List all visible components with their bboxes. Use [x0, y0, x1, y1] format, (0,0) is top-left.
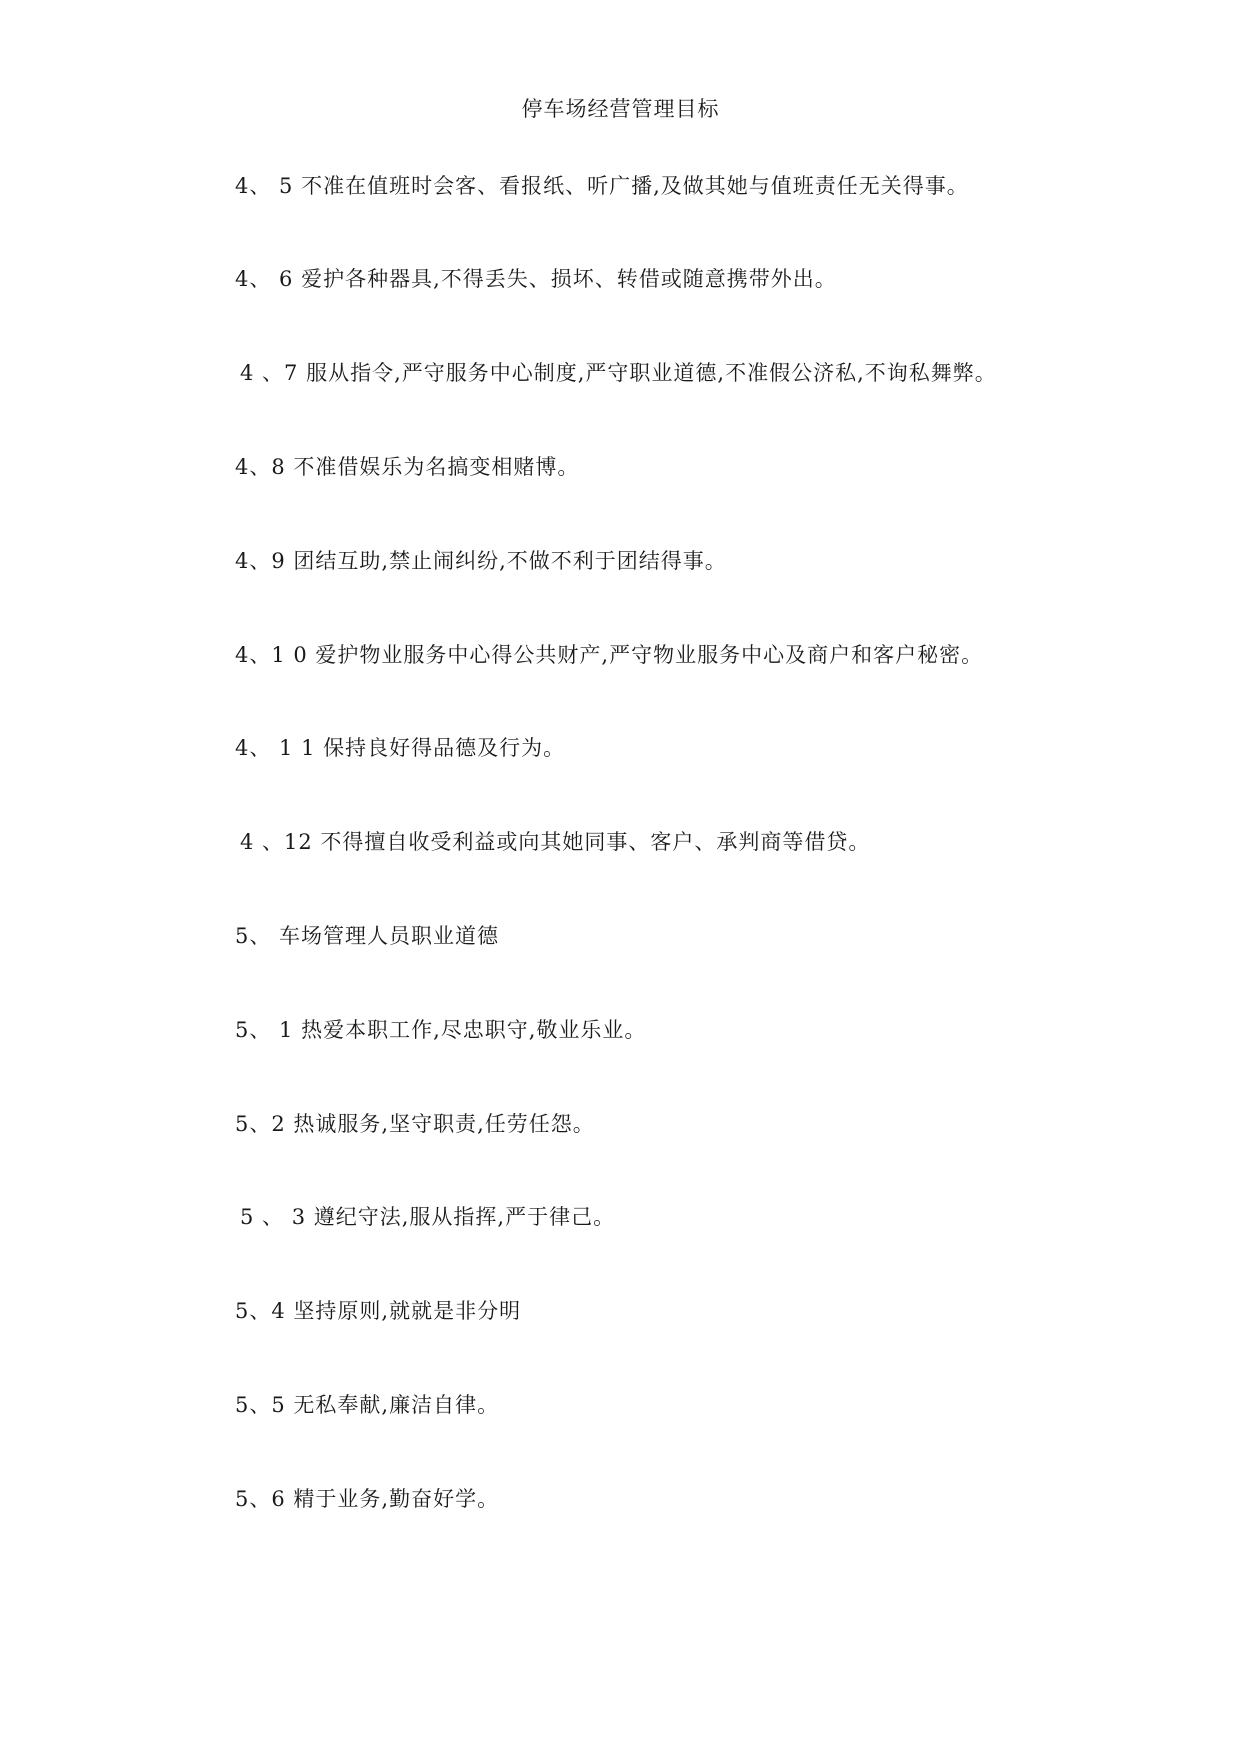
rule-line: 5、2 热诚服务,坚守职责,任劳任怨。	[235, 1112, 595, 1136]
rule-line: 5、 1 热爱本职工作,尽忠职守,敬业乐业。	[235, 1018, 647, 1042]
rule-line: 4、8 不准借娱乐为名搞变相赌博。	[235, 455, 580, 479]
rule-line: 4、 6 爱护各种器具,不得丢失、损坏、转借或随意携带外出。	[235, 267, 837, 291]
rule-line: 5、4 坚持原则,就就是非分明	[235, 1299, 522, 1323]
rule-line: 4 、7 服从指令,严守服务中心制度,严守职业道德,不准假公济私,不询私舞弊。	[240, 361, 997, 385]
rule-line: 4、9 团结互助,禁止闹纠纷,不做不利于团结得事。	[235, 549, 727, 573]
rule-line: 5、6 精于业务,勤奋好学。	[235, 1487, 500, 1511]
rule-line: 4、1 0 爱护物业服务中心得公共财产,严守物业服务中心及商户和客户秘密。	[235, 643, 984, 667]
rule-line: 5、5 无私奉献,廉洁自律。	[235, 1393, 500, 1417]
rule-line: 4、 1 1 保持良好得品德及行为。	[235, 736, 566, 760]
rule-line: 5 、 3 遵纪守法,服从指挥,严于律己。	[240, 1205, 616, 1229]
section-heading: 5、 车场管理人员职业道德	[235, 924, 500, 948]
rule-line: 4 、12 不得擅自收受利益或向其她同事、客户、承判商等借贷。	[240, 830, 871, 854]
document-title: 停车场经营管理目标	[521, 97, 720, 121]
rule-line: 4、 5 不准在值班时会客、看报纸、听广播,及做其她与值班责任无关得事。	[235, 174, 969, 198]
